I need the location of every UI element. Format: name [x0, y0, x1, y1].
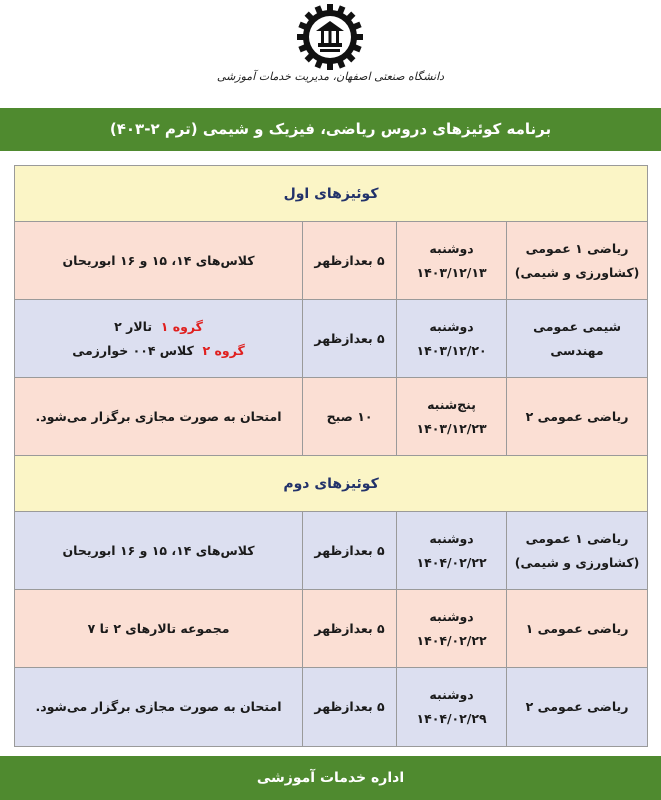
time-cell: ۱۰ صبح	[303, 378, 397, 456]
group-label: گروه ۲	[202, 342, 245, 358]
table-row	[15, 668, 648, 747]
time-cell: ۵ بعدازظهر	[303, 512, 397, 590]
location-cell: کلاس‌های ۱۴، ۱۵ و ۱۶ ابوریحان	[15, 222, 303, 300]
time-cell: ۵ بعدازظهر	[303, 590, 397, 668]
group-line	[19, 315, 298, 339]
time-cell: ۵ بعدازظهر	[303, 668, 397, 747]
course-cell	[507, 300, 648, 378]
day-label: دوشنبه	[429, 240, 474, 256]
date-label: ۱۴۰۳/۱۲/۱۳	[416, 264, 487, 280]
day-label: پنج‌شنبه	[427, 396, 476, 412]
university-logo-icon	[296, 3, 364, 71]
date-cell	[397, 300, 507, 378]
course-note: (کشاورزی و شیمی)	[514, 264, 640, 280]
section-title: کوئیزهای اول	[15, 166, 648, 222]
location-cell: کلاس‌های ۱۴، ۱۵ و ۱۶ ابوریحان	[15, 512, 303, 590]
date-cell	[397, 222, 507, 300]
page-header	[0, 0, 661, 108]
course-name: ریاضی ۱ عمومی	[525, 240, 629, 256]
time-cell: ۵ بعدازظهر	[303, 222, 397, 300]
section-header-first	[15, 166, 648, 222]
day-label: دوشنبه	[429, 687, 474, 702]
date-cell	[397, 668, 507, 747]
course-cell	[507, 222, 648, 300]
footer-office-name: اداره خدمات آموزشی	[0, 756, 661, 800]
quiz-schedule-table	[14, 165, 648, 747]
time-cell: ۵ بعدازظهر	[303, 300, 397, 378]
date-cell	[397, 590, 507, 668]
table-row	[15, 590, 648, 668]
group-label: گروه ۱	[160, 318, 203, 334]
day-label: دوشنبه	[429, 530, 474, 546]
date-label: ۱۴۰۳/۱۲/۲۳	[416, 420, 487, 436]
course-name: شیمی عمومی مهندسی	[533, 318, 621, 358]
course-cell	[507, 378, 648, 456]
date-label: ۱۴۰۳/۱۲/۲۰	[416, 342, 487, 358]
location-cell: امتحان به صورت مجازی برگزار می‌شود.	[15, 378, 303, 456]
day-label: دوشنبه	[429, 318, 474, 334]
section-header-second	[15, 456, 648, 512]
course-cell	[507, 668, 648, 747]
course-name: ریاضی عمومی ۱	[525, 620, 629, 636]
location-cell	[15, 300, 303, 378]
group-place: کلاس ۰۰۴ خوارزمی	[72, 342, 194, 358]
table-row	[15, 512, 648, 590]
location-cell: امتحان به صورت مجازی برگزار می‌شود.	[15, 668, 303, 747]
date-label: ۱۴۰۴/۰۲/۲۹	[416, 711, 487, 726]
date-cell	[397, 378, 507, 456]
course-name: ریاضی ۱ عمومی	[525, 530, 629, 546]
date-label: ۱۴۰۴/۰۲/۲۲	[416, 554, 487, 570]
course-name: ریاضی عمومی ۲	[525, 699, 629, 714]
table-row	[15, 378, 648, 456]
date-label: ۱۴۰۴/۰۲/۲۲	[416, 632, 487, 648]
section-title: کوئیزهای دوم	[15, 456, 648, 512]
course-cell	[507, 512, 648, 590]
group-line	[19, 339, 298, 363]
page-title: برنامه کوئیزهای دروس ریاضی، فیزیک و شیمی (ترم ۲-۴۰۳)	[0, 108, 661, 151]
table-row	[15, 222, 648, 300]
location-cell: مجموعه تالارهای ۲ تا ۷	[15, 590, 303, 668]
course-note: (کشاورزی و شیمی)	[514, 554, 640, 570]
day-label: دوشنبه	[429, 608, 474, 624]
course-cell	[507, 590, 648, 668]
date-cell	[397, 512, 507, 590]
university-unit-name: دانشگاه صنعتی اصفهان، مدیریت خدمات آموزشی	[216, 70, 445, 83]
course-name: ریاضی عمومی ۲	[525, 408, 629, 424]
group-place: تالار ۲	[114, 318, 153, 334]
table-row	[15, 300, 648, 378]
